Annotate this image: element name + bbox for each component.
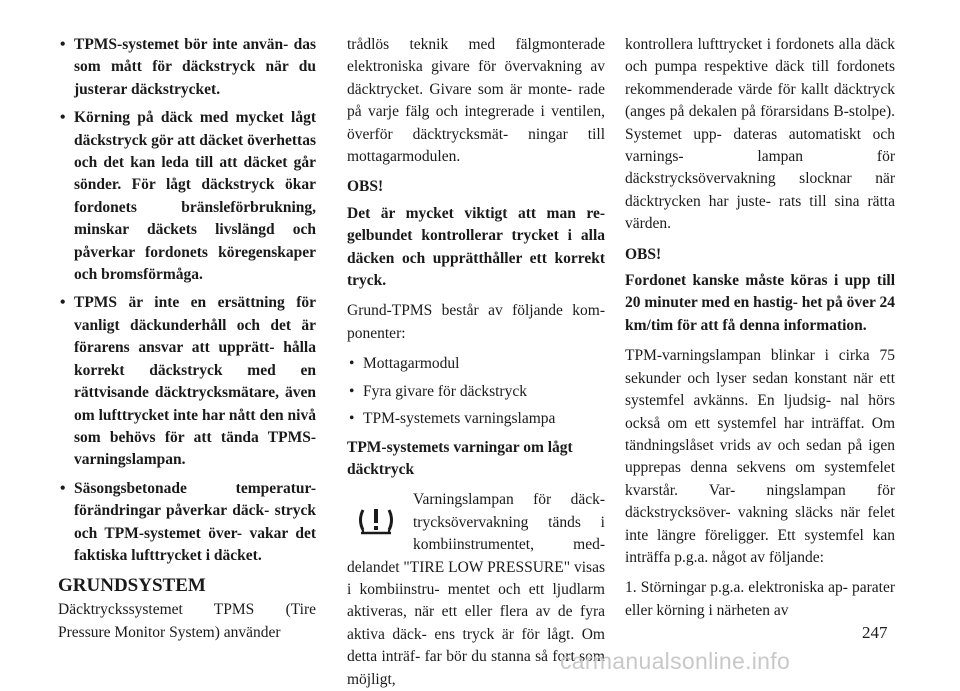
- paragraph: trådlös teknik med fälgmonterade elektroniska givare för övervakning av däcktrycket. Givare som är monte- rade på varje fälg och integrerade i ventilen, överför däcktrycksmät- ningar till mottagarmodulen.: [347, 36, 605, 166]
- paragraph: TPM-varningslampan blinkar i cirka 75 sekunder och lyser sedan konstant när ett systemfel avkänns. En ljudsig- nal hörs också om ett systemfel har inträffat. Om tändningslåset vrids av och sedan på igen upprepas denna sekvens om systemfelet kvarstår. Var- ningslampan för däckstrycksöver- vakning släcks när felet inte längre föreligger. Ett systemfel kan inträffa p.g.a. något av följande:: [625, 347, 895, 566]
- list-item: • TPMS-systemet bör inte använ- das som mått för däckstryck när du justerar däckstrycket.: [58, 34, 316, 101]
- page-number: 247: [862, 623, 888, 642]
- telltale-text: Varningslampan för däck- trycksövervakning tänds i kombiinstrumentet, med- delandet "TIRE LOW PRESSURE" visas i kombiinstru- mentet och ett ljudlarm aktiveras, när ett eller flera av de fyra aktiva däck- ens tryck är för lågt. Om detta inträf- far bör du stanna så fort som möjligt,: [347, 491, 605, 688]
- column-middle: [347, 34, 605, 691]
- column-left: [58, 34, 316, 652]
- list-item: • Mottagarmodul: [347, 353, 605, 375]
- numbered-item: 1. Störningar p.g.a. elektroniska ap- parater eller körning i närheten av: [625, 579, 895, 619]
- paragraph: Grund-TPMS består av följande kom- ponenter:: [347, 302, 605, 342]
- note-label: OBS!: [347, 178, 384, 196]
- intro-paragraph: Däcktryckssystemet TPMS (Tire Pressure Monitor System) använder: [58, 601, 316, 641]
- watermark: carmanualsonline.info: [560, 648, 791, 674]
- paragraph: kontrollera lufttrycket i fordonets alla däck och pumpa respektive däck till fordonets rekommenderade värde för kallt däcktryck (anges på dekalen på förarsidans B-stolpe). Systemet upp- dateras automatiskt och varnings- lampan för däckstrycksövervakning slocknar när däcktrycken har juste- rats till sina rätta värden.: [625, 36, 895, 233]
- section-heading: GRUNDSYSTEM: [58, 575, 206, 597]
- list-item: • TPM-systemets varningslampa: [347, 408, 605, 430]
- warning-bullet-list: [58, 34, 316, 567]
- list-item: • Fyra givare för däckstryck: [347, 381, 605, 403]
- list-item: • Körning på däck med mycket lågt däckstryck gör att däcket överhettas och det kan leda till att däcket går sönder. För lågt däckstryck ökar fordonets bränsleförbrukning, minskar däckets livslängd och påverkar fordonets köregenskaper och bromsförmåga.: [58, 107, 316, 286]
- list-item: • TPMS är inte en ersättning för vanligt däckunderhåll och det är förarens ansvar att upprätt- hålla korrekt däckstryck med en rättvisande däcktrycksmätare, även om lufttrycket inte har nått den nivå som behövs för att tända TPMS-varningslampan.: [58, 292, 316, 471]
- subheading: TPM-systemets varningar om lågt däcktryck: [347, 438, 573, 478]
- note-text: Det är mycket viktigt att man re- gelbundet kontrollerar trycket i alla däcken och upprätthåller ett korrekt tryck.: [347, 204, 605, 290]
- components-list: [347, 353, 605, 430]
- note-label: OBS!: [625, 245, 662, 263]
- tire-pressure-warning-icon: [347, 489, 405, 551]
- column-right: [625, 34, 895, 630]
- note-text: Fordonet kanske måste köras i upp till 20 minuter med en hastig- het på över 24 km/tim för att få denna information.: [625, 272, 895, 334]
- list-item: • Säsongsbetonade temperatur- förändringar påverkar däck- stryck och TPM-systemet över- vakar det faktiska lufttrycket i däcket.: [58, 478, 316, 568]
